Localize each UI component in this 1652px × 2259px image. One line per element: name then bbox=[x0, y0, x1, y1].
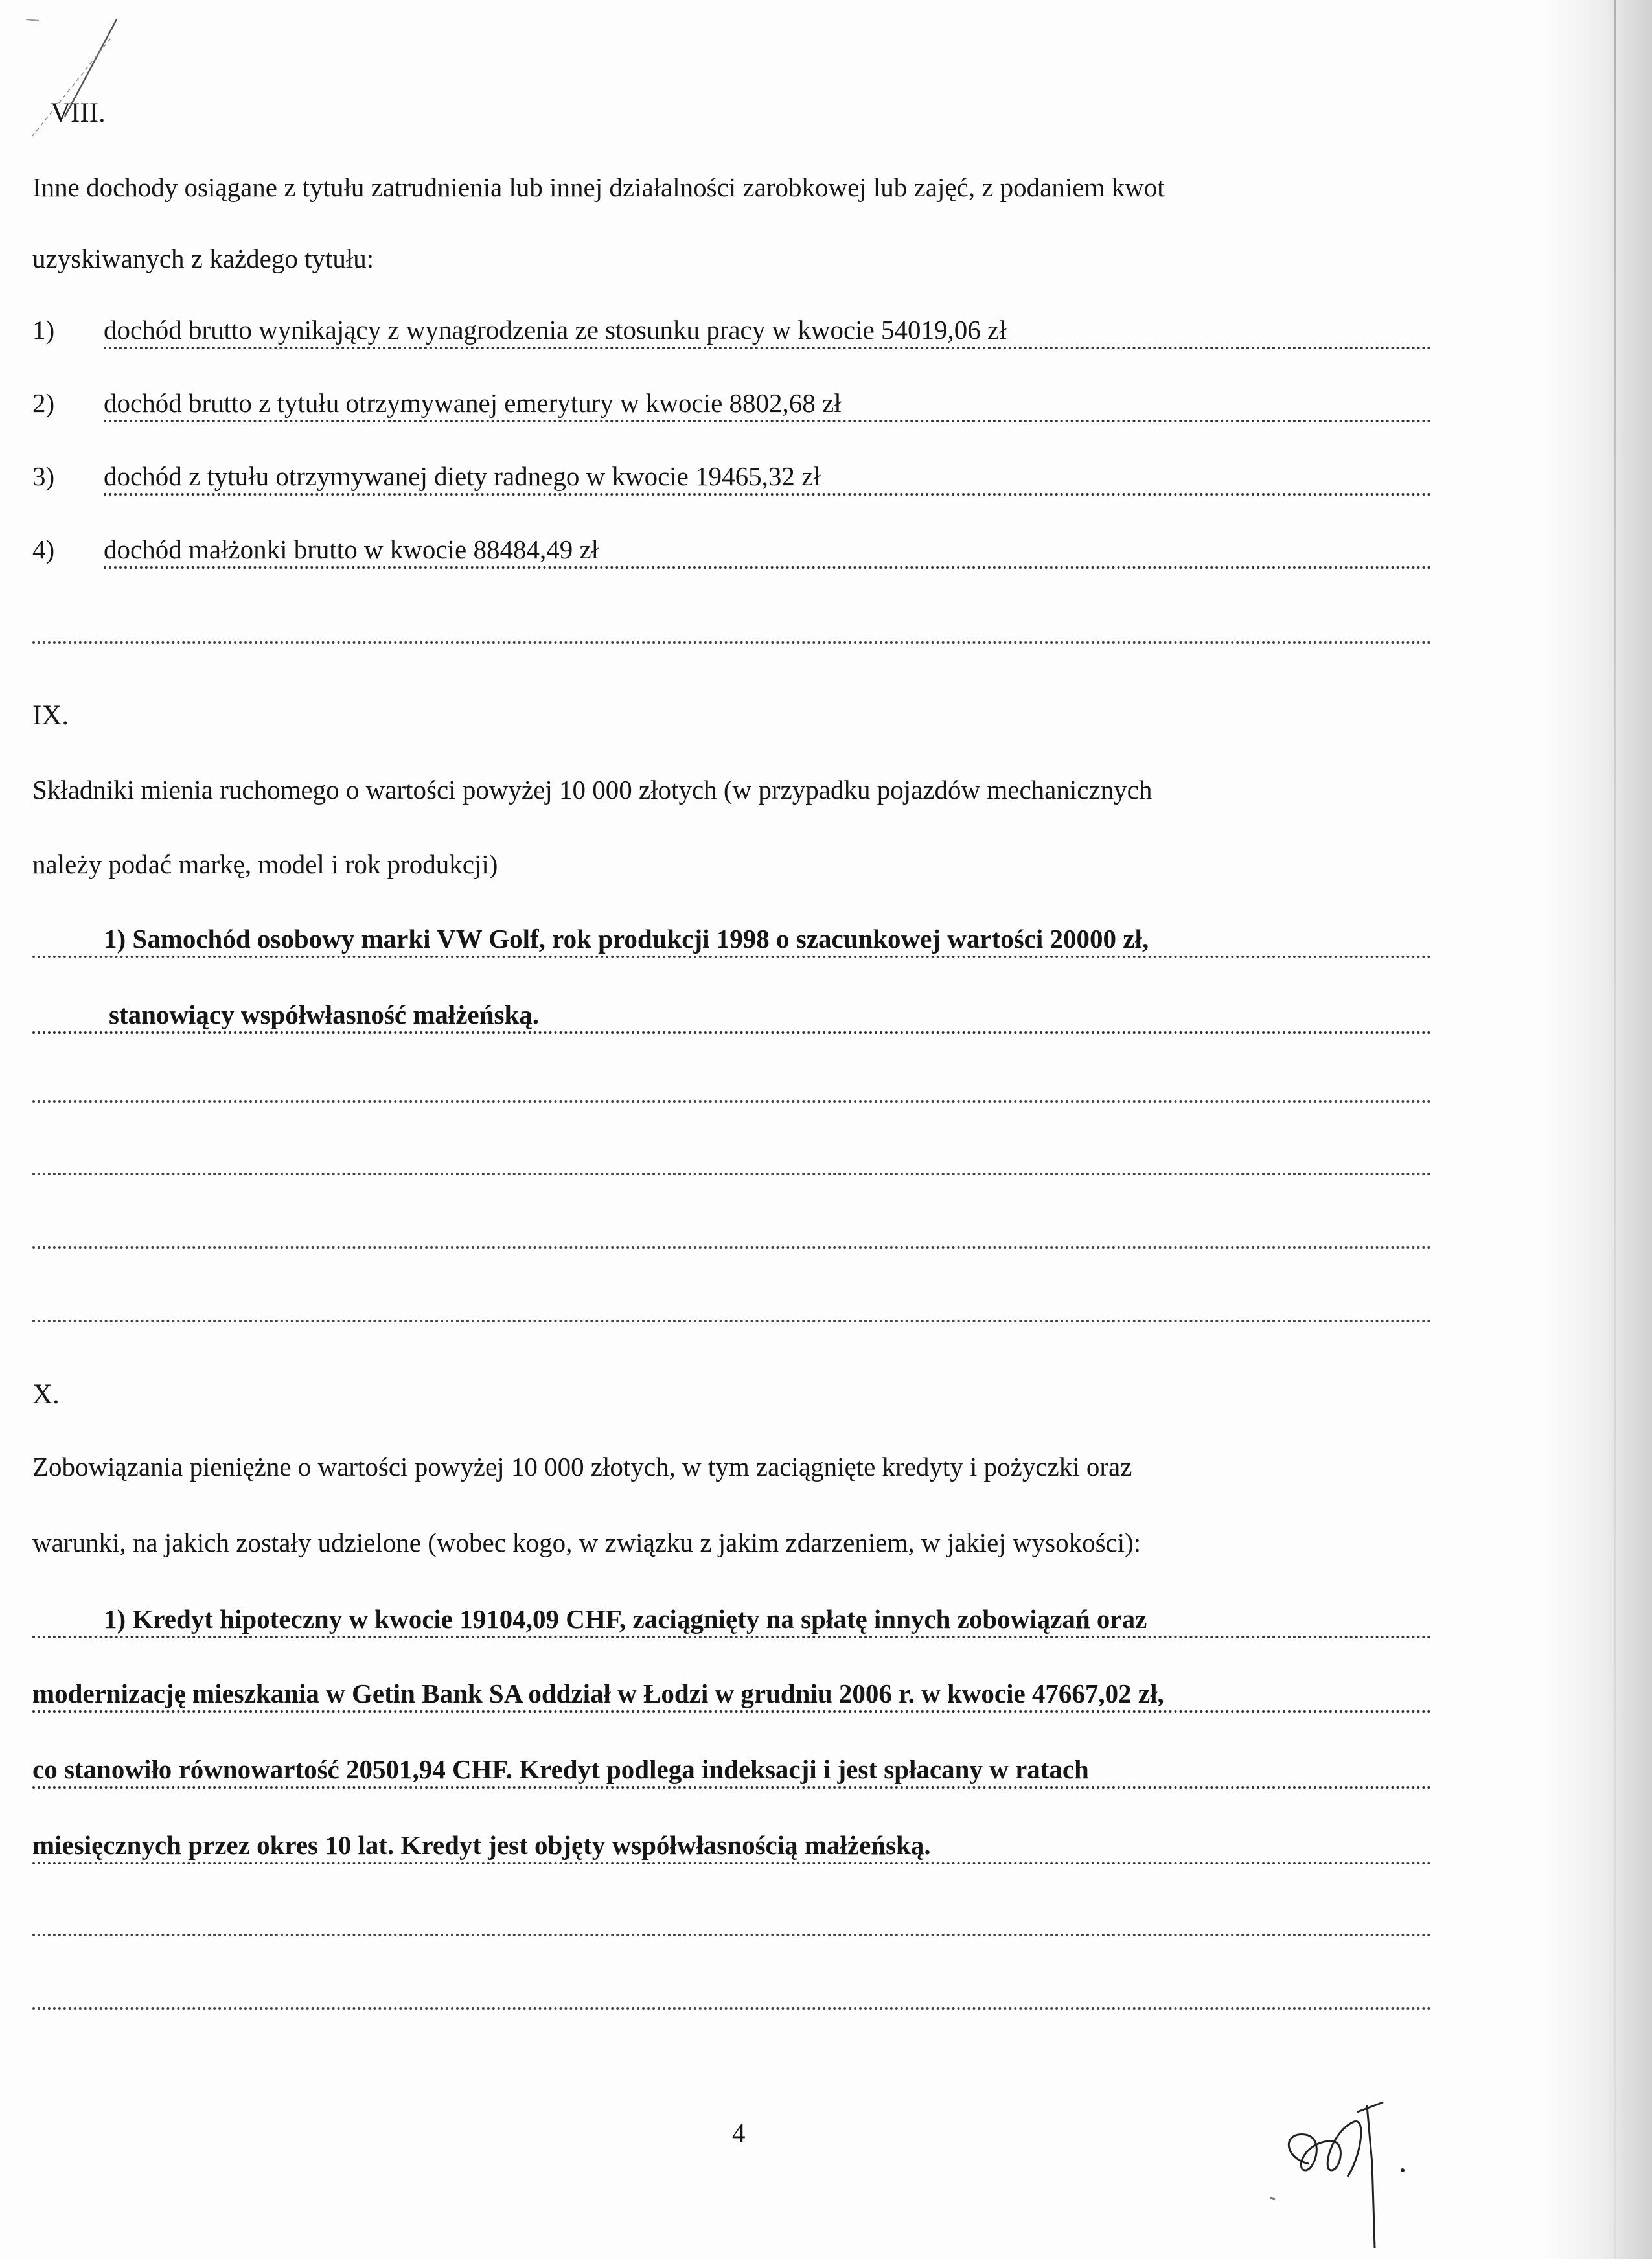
section-x-heading: X. bbox=[32, 1379, 60, 1410]
item-number: 4) bbox=[32, 534, 55, 564]
section-x-intro-line2: warunki, na jakich zostały udzielone (wobec kogo, w związku z jakim zdarzeniem, w jakiej wysokości): bbox=[32, 1528, 1141, 1557]
section-viii-heading: VIII. bbox=[51, 98, 106, 128]
handwritten-signature bbox=[1270, 2073, 1464, 2254]
item-text: dochód brutto wynikający z wynagrodzenia ze stosunku pracy w kwocie 54019,06 zł bbox=[104, 314, 1432, 349]
section-x-entry-line1 bbox=[32, 1603, 1432, 1638]
blank-dotted-line bbox=[32, 641, 1432, 644]
section-ix-intro-line2: należy podać markę, model i rok produkcji) bbox=[32, 849, 498, 879]
entry-text: stanowiący współwłasność małżeńską. bbox=[109, 1000, 540, 1029]
section-viii-intro-line2: uzyskiwanych z każdego tytułu: bbox=[32, 244, 374, 273]
section-viii-intro-line1: Inne dochody osiągane z tytułu zatrudnienia lub innej działalności zarobkowej lub zajęć, z podaniem kwot bbox=[32, 172, 1165, 202]
item-text: dochód brutto z tytułu otrzymywanej emerytury w kwocie 8802,68 zł bbox=[104, 387, 1432, 422]
page-number: 4 bbox=[732, 2118, 746, 2148]
section-viii-item-3 bbox=[32, 461, 1432, 496]
section-x-intro-line1: Zobowiązania pieniężne o wartości powyżej 10 000 złotych, w tym zaciągnięte kredyty i pożyczki oraz bbox=[32, 1452, 1132, 1482]
scan-edge-shadow bbox=[1542, 0, 1652, 2259]
section-ix-entry-line1 bbox=[32, 923, 1432, 958]
blank-dotted-line bbox=[32, 2007, 1432, 2010]
blank-dotted-line bbox=[32, 1934, 1432, 1936]
blank-dotted-line bbox=[32, 1320, 1432, 1322]
blank-dotted-line bbox=[32, 1173, 1432, 1175]
section-x-entry-line2 bbox=[32, 1678, 1432, 1713]
section-viii-item-2 bbox=[32, 387, 1432, 422]
item-number: 3) bbox=[32, 461, 55, 491]
section-viii-item-1 bbox=[32, 314, 1432, 349]
section-ix-entry-line2 bbox=[32, 999, 1432, 1034]
entry-text: co stanowiło równowartość 20501,94 CHF. Kredyt podlega indeksacji i jest spłacany w ratach bbox=[32, 1754, 1089, 1784]
blank-dotted-line bbox=[32, 1100, 1432, 1103]
item-text: dochód małżonki brutto w kwocie 88484,49 zł bbox=[104, 534, 1432, 569]
section-ix-intro-line1: Składniki mienia ruchomego o wartości powyżej 10 000 złotych (w przypadku pojazdów mechanicznych bbox=[32, 775, 1153, 805]
blank-dotted-line bbox=[32, 1246, 1432, 1249]
item-number: 2) bbox=[32, 388, 55, 418]
scan-edge-line bbox=[1614, 0, 1616, 2259]
item-number: 1) bbox=[32, 315, 55, 345]
entry-text: 1) Samochód osobowy marki VW Golf, rok produkcji 1998 o szacunkowej wartości 20000 zł, bbox=[104, 924, 1149, 954]
entry-text: 1) Kredyt hipoteczny w kwocie 19104,09 CHF, zaciągnięty na spłatę innych zobowiązań oraz bbox=[104, 1604, 1147, 1634]
section-x-entry-line4 bbox=[32, 1829, 1432, 1864]
section-x-entry-line3 bbox=[32, 1754, 1432, 1789]
entry-text: miesięcznych przez okres 10 lat. Kredyt jest objęty współwłasnością małżeńską. bbox=[32, 1830, 931, 1860]
entry-text: modernizację mieszkania w Getin Bank SA oddział w Łodzi w grudniu 2006 r. w kwocie 47667,02 zł, bbox=[32, 1679, 1164, 1708]
section-ix-heading: IX. bbox=[32, 700, 69, 731]
item-text: dochód z tytułu otrzymywanej diety radnego w kwocie 19465,32 zł bbox=[104, 461, 1432, 496]
section-viii-item-4 bbox=[32, 534, 1432, 569]
